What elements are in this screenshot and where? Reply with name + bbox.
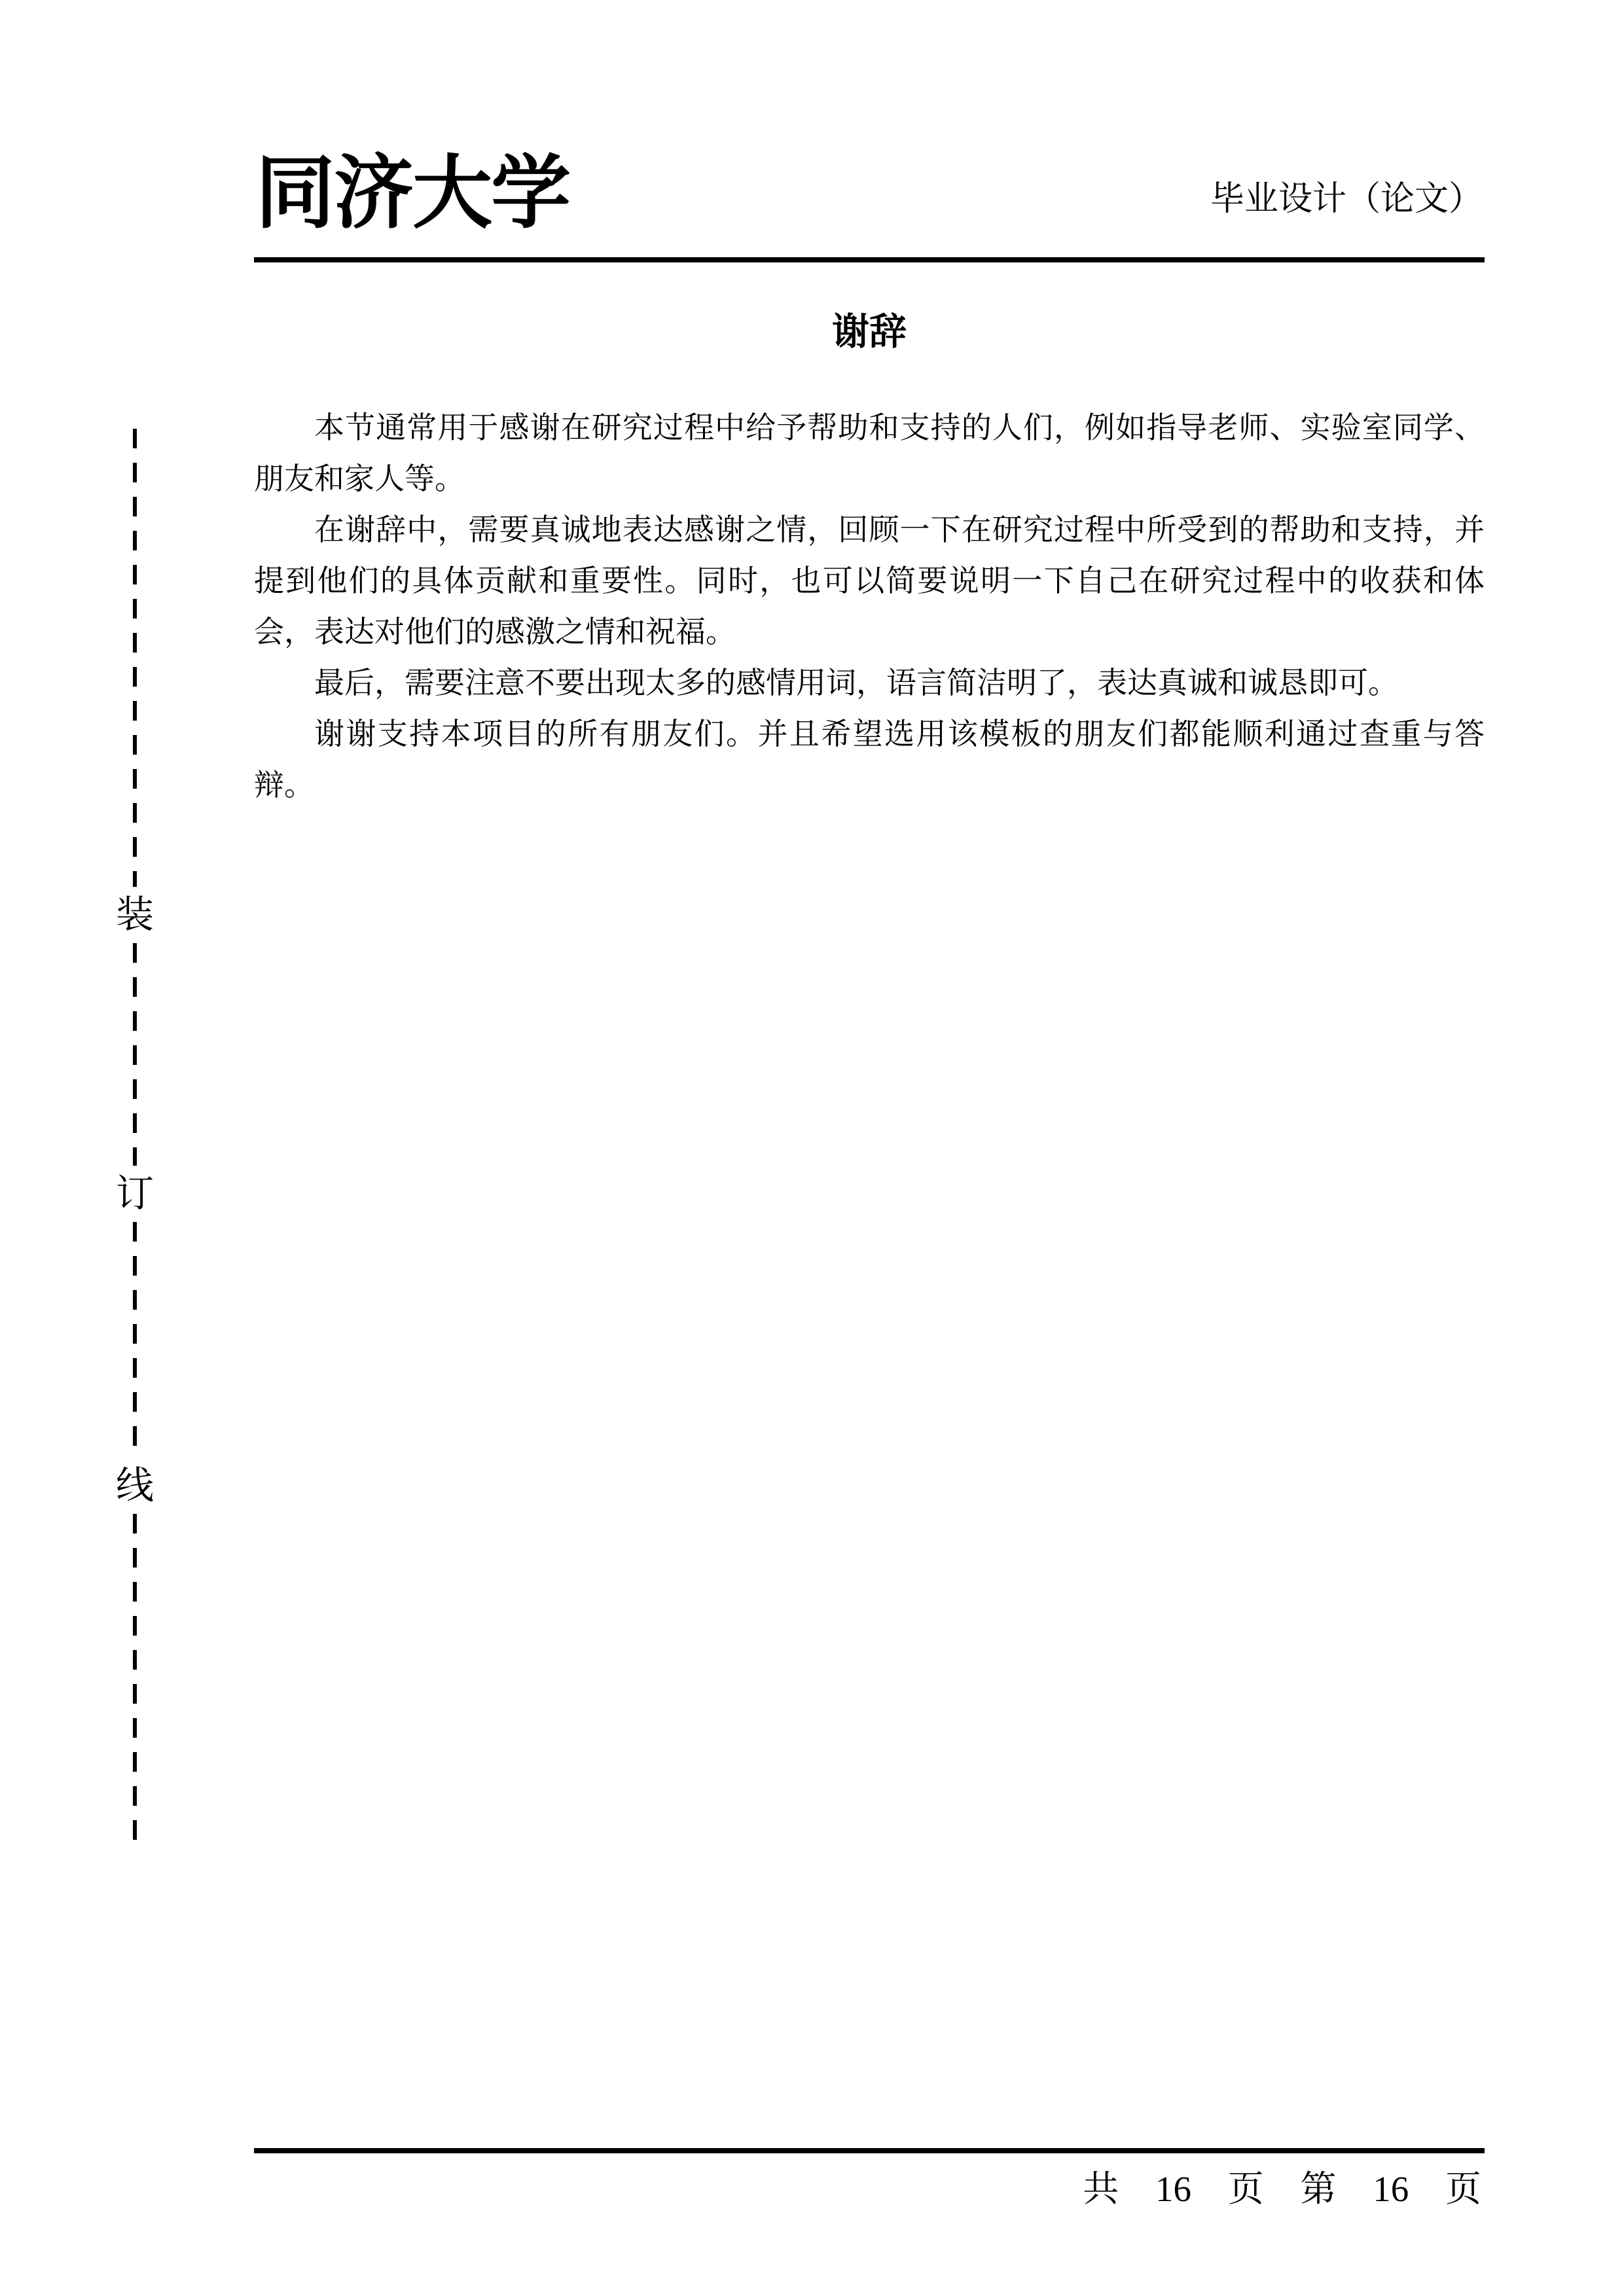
binding-dashes [133, 1222, 137, 1458]
university-logo: 同济大学 [255, 150, 569, 238]
binding-label-xian: 线 [115, 1464, 154, 1507]
body-paragraph: 在谢辞中，需要真诚地表达感谢之情，回顾一下在研究过程中所受到的帮助和支持，并提到他们的具体贡献和重要性。同时，也可以简要说明一下自己在研究过程中的收获和体会，表达对他们的感激之情和祝福。 [254, 513, 1485, 649]
body-paragraph: 谢谢支持本项目的所有朋友们。并且希望选用该模板的朋友们都能顺利通过查重与答辩。 [254, 717, 1485, 802]
binding-line [115, 429, 155, 1862]
page-number-line [1083, 2169, 1481, 2210]
body-paragraph: 本节通常用于感谢在研究过程中给予帮助和支持的人们，例如指导老师、实验室同学、朋友和家人等。 [254, 411, 1485, 495]
body-paragraph: 最后，需要注意不要出现太多的感情用词，语言简洁明了，表达真诚和诚恳即可。 [314, 666, 1398, 700]
document-body [254, 298, 1485, 811]
binding-dashes [133, 429, 137, 887]
binding-label-zhuang: 装 [115, 893, 154, 936]
footer-total-prefix: 共 [1083, 2169, 1119, 2209]
footer-total-suffix: 页 [1227, 2169, 1264, 2209]
binding-dashes [133, 1514, 137, 1854]
header-rule [254, 257, 1485, 262]
footer-rule [254, 2148, 1485, 2153]
footer-current-suffix: 页 [1445, 2169, 1481, 2209]
binding-label-ding: 订 [115, 1172, 154, 1215]
binding-dashes [133, 943, 137, 1166]
header-doc-type-label: 毕业设计（论文） [1210, 181, 1483, 218]
footer-current-page: 16 [1373, 2169, 1409, 2209]
page-title: 谢辞 [832, 311, 907, 353]
footer-total-pages: 16 [1155, 2169, 1191, 2209]
footer-current-prefix: 第 [1300, 2169, 1337, 2209]
